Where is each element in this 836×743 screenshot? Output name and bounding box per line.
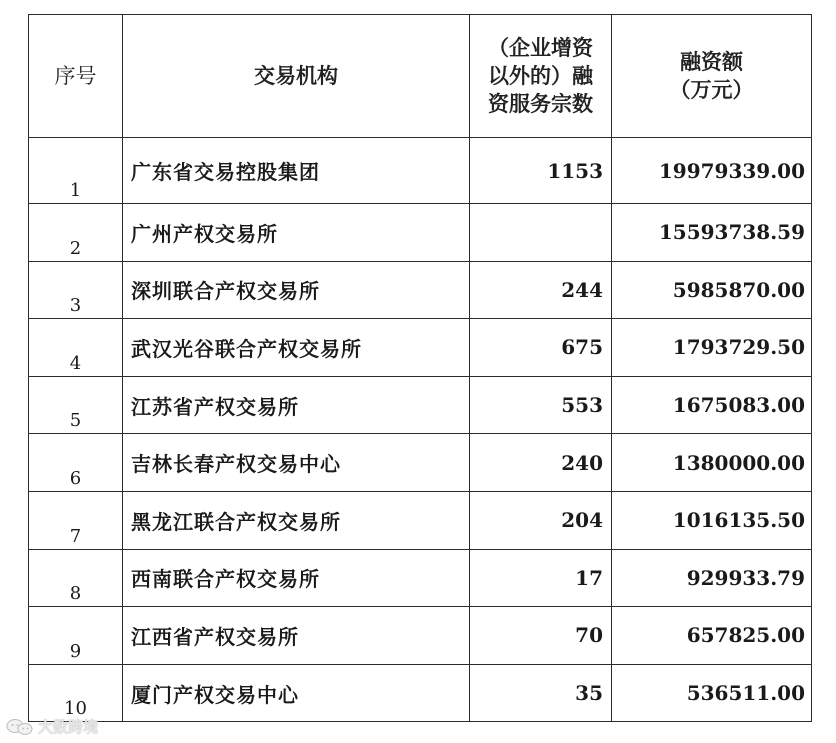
row-index: 8: [29, 549, 123, 607]
row-institution: 黑龙江联合产权交易所: [123, 491, 470, 549]
row-service-count: 17: [470, 549, 612, 607]
table-row: [29, 138, 812, 204]
table-row: [29, 434, 812, 492]
table-row: [29, 261, 812, 319]
row-institution: 武汉光谷联合产权交易所: [123, 319, 470, 377]
row-index: 4: [29, 319, 123, 377]
header-financing-amount-line: 融资额: [680, 49, 743, 74]
row-institution: 江苏省产权交易所: [123, 376, 470, 434]
header-financing-amount-line: （万元）: [669, 77, 754, 102]
table-row: [29, 319, 812, 377]
row-financing-amount: 15593738.59: [612, 204, 812, 262]
row-index: 7: [29, 491, 123, 549]
table-row: [29, 607, 812, 665]
header-index: 序号: [29, 15, 123, 138]
row-financing-amount: 1675083.00: [612, 376, 812, 434]
row-financing-amount: 1380000.00: [612, 434, 812, 492]
row-service-count: 240: [470, 434, 612, 492]
table-body: [29, 138, 812, 722]
header-service-count: [470, 15, 612, 138]
watermark-text: 大数跨境: [38, 718, 99, 736]
row-financing-amount: 536511.00: [612, 664, 812, 722]
table-row: [29, 549, 812, 607]
header-row: [29, 15, 812, 138]
row-index: 5: [29, 376, 123, 434]
row-institution: 厦门产权交易中心: [123, 664, 470, 722]
row-financing-amount: 19979339.00: [612, 138, 812, 204]
row-index: 9: [29, 607, 123, 665]
row-index: 6: [29, 434, 123, 492]
table-header: [29, 15, 812, 138]
table-row: [29, 204, 812, 262]
row-institution: 西南联合产权交易所: [123, 549, 470, 607]
row-service-count: 70: [470, 607, 612, 665]
row-service-count: 1153: [470, 138, 612, 204]
row-financing-amount: 929933.79: [612, 549, 812, 607]
row-institution: 江西省产权交易所: [123, 607, 470, 665]
header-service-count-line: 资服务宗数: [488, 91, 593, 116]
financing-table-container: [28, 14, 811, 722]
watermark: [6, 716, 98, 737]
table-row: [29, 376, 812, 434]
row-index: 10: [29, 664, 123, 722]
row-service-count: 35: [470, 664, 612, 722]
financing-table: [28, 14, 812, 722]
row-service-count: 204: [470, 491, 612, 549]
row-institution: 深圳联合产权交易所: [123, 261, 470, 319]
row-index: 3: [29, 261, 123, 319]
row-service-count: [470, 204, 612, 262]
row-institution: 吉林长春产权交易中心: [123, 434, 470, 492]
row-service-count: 553: [470, 376, 612, 434]
row-financing-amount: 657825.00: [612, 607, 812, 665]
header-financing-amount: [612, 15, 812, 138]
wechat-style-logo-icon: [6, 718, 34, 736]
row-financing-amount: 1016135.50: [612, 491, 812, 549]
row-institution: 广东省交易控股集团: [123, 138, 470, 204]
row-service-count: 675: [470, 319, 612, 377]
header-service-count-line: 以外的）融: [488, 63, 593, 88]
row-index: 1: [29, 138, 123, 204]
table-row: [29, 664, 812, 722]
table-row: [29, 491, 812, 549]
row-financing-amount: 1793729.50: [612, 319, 812, 377]
row-financing-amount: 5985870.00: [612, 261, 812, 319]
header-institution: 交易机构: [123, 15, 470, 138]
header-service-count-line: （企业增资: [488, 35, 593, 60]
row-index: 2: [29, 204, 123, 262]
row-institution: 广州产权交易所: [123, 204, 470, 262]
row-service-count: 244: [470, 261, 612, 319]
